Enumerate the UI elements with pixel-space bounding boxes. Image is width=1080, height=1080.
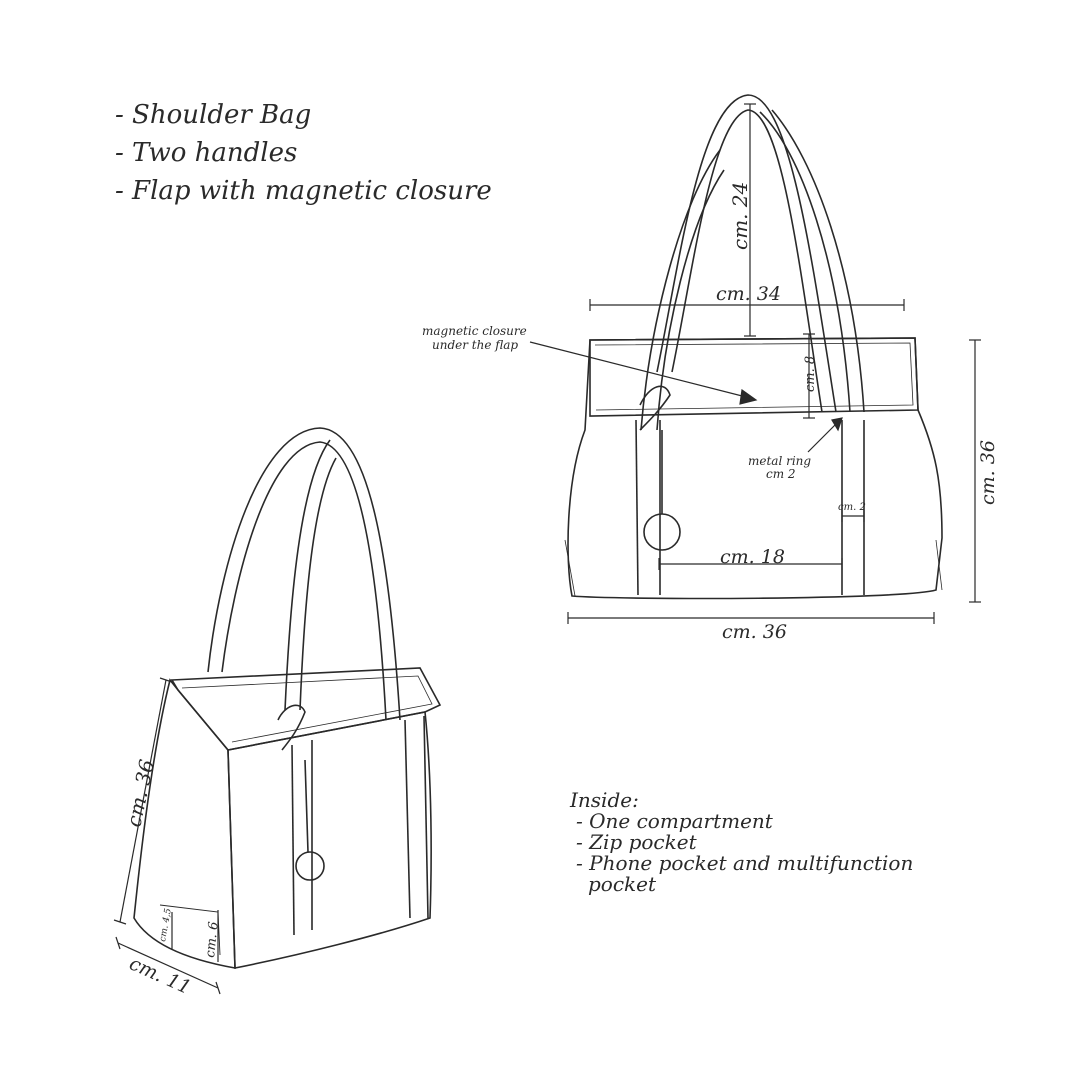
closure-arrow-line <box>530 342 750 398</box>
front-logo-pendant <box>644 514 680 550</box>
front-handle-left-inner <box>672 110 822 412</box>
inside-item-continuation: pocket <box>588 872 657 896</box>
side-logo-pendant <box>296 852 324 880</box>
label-closure-note-1: magnetic closure <box>422 324 527 338</box>
label-side-small: cm. 4,5 <box>158 907 174 943</box>
feature-list <box>115 96 492 210</box>
side-front-panel <box>228 712 431 968</box>
side-strap-2 <box>405 720 410 918</box>
inside-item: - One compartment <box>576 809 773 833</box>
label-handle-spacing: cm. 34 <box>716 283 781 305</box>
front-view-bag <box>565 95 942 598</box>
inside-item: - Zip pocket <box>576 830 697 854</box>
label-handle-height: cm. 24 <box>728 181 752 250</box>
side-view-bag <box>134 428 440 968</box>
label-depth: cm. 11 <box>125 952 195 999</box>
ring-arrow-head <box>832 418 842 430</box>
side-handle-back-inner <box>222 442 386 720</box>
inside-item: - Phone pocket and multifunction <box>576 851 914 875</box>
side-strap-1 <box>292 745 294 935</box>
feature-item: - Two handles <box>115 138 298 168</box>
feature-item: - Shoulder Bag <box>115 100 312 130</box>
label-ring-note-1: metal ring <box>748 454 812 468</box>
label-bag-height: cm. 36 <box>977 440 999 505</box>
side-handle-front <box>285 440 330 710</box>
ring-arrow-line <box>808 422 838 452</box>
front-handle-right-b <box>657 170 724 430</box>
closure-arrow-head <box>740 390 756 404</box>
label-closure-note-2: under the flap <box>432 338 519 352</box>
front-strap-left <box>636 420 638 595</box>
inside-list <box>570 790 913 895</box>
label-bag-width: cm. 36 <box>722 621 787 643</box>
label-ring-note-2: cm 2 <box>766 467 796 481</box>
label-side-dim: cm. 6 <box>203 920 222 959</box>
inside-heading: Inside: <box>570 788 639 812</box>
feature-item: - Flap with magnetic closure <box>115 176 492 206</box>
front-flap <box>590 338 918 416</box>
front-handle-right-2b <box>772 110 864 412</box>
label-panel-width: cm. 18 <box>720 546 785 568</box>
label-flap-height: cm. 8 <box>803 355 818 392</box>
label-side-height: cm. 36 <box>121 757 160 830</box>
side-flap-edge <box>182 676 432 742</box>
label-tab-width: cm. 2 <box>838 502 866 513</box>
